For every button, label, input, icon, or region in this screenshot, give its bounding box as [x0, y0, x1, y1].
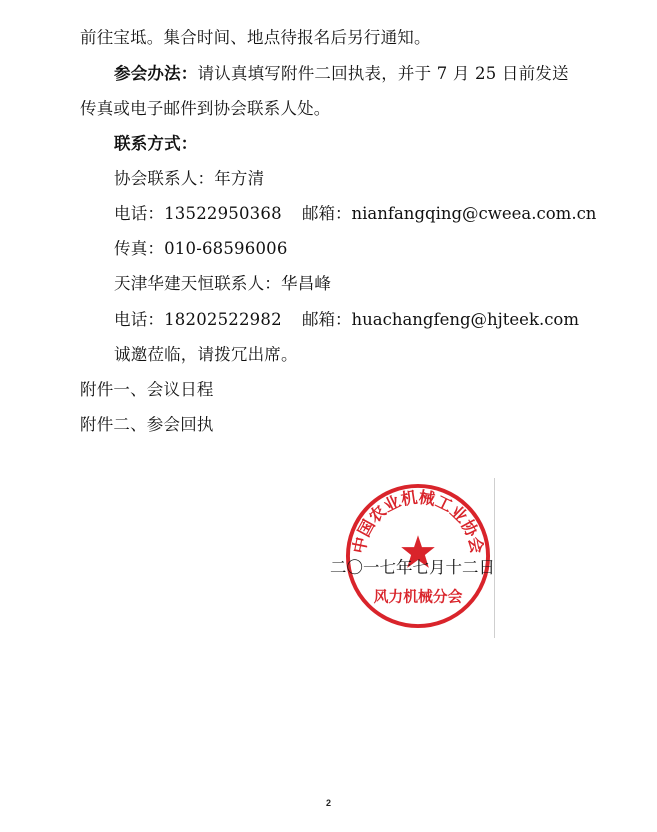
phone-2: 电话：18202522982 — [114, 310, 282, 329]
method-text: 请认真填写附件二回执表，并于 7 月 25 日前发送 — [197, 64, 569, 83]
phone-1: 电话：13522950368 — [114, 204, 282, 223]
paragraph-line: 前往宝坻。集合时间、地点待报名后另行通知。 — [80, 28, 431, 47]
email-2: 邮箱：huachangfeng@hjteek.com — [302, 310, 580, 329]
seal-inner-text: 风力机械分会 — [373, 588, 463, 606]
association-contact: 协会联系人：年方清 — [114, 169, 265, 188]
attachment-2: 附件二、参会回执 — [80, 415, 214, 434]
attachment-1: 附件一、会议日程 — [80, 380, 214, 399]
email-1: 邮箱：nianfangqing@cweea.com.cn — [302, 204, 597, 223]
method-label: 参会办法： — [114, 64, 198, 83]
page-number: 2 — [325, 798, 331, 808]
seal-outer-text: 中国农业机械工业协会 — [349, 487, 487, 555]
method-paragraph — [114, 62, 569, 86]
tianjin-contact: 天津华建天恒联系人：华昌峰 — [114, 274, 332, 293]
fax: 传真：010-68596006 — [114, 239, 288, 258]
invitation-text: 诚邀莅临，请拨冗出席。 — [114, 345, 298, 364]
document-date: 二〇一七年七月十二日 — [330, 558, 495, 577]
contact-heading: 联系方式： — [114, 134, 198, 153]
method-continuation: 传真或电子邮件到协会联系人处。 — [80, 99, 331, 118]
